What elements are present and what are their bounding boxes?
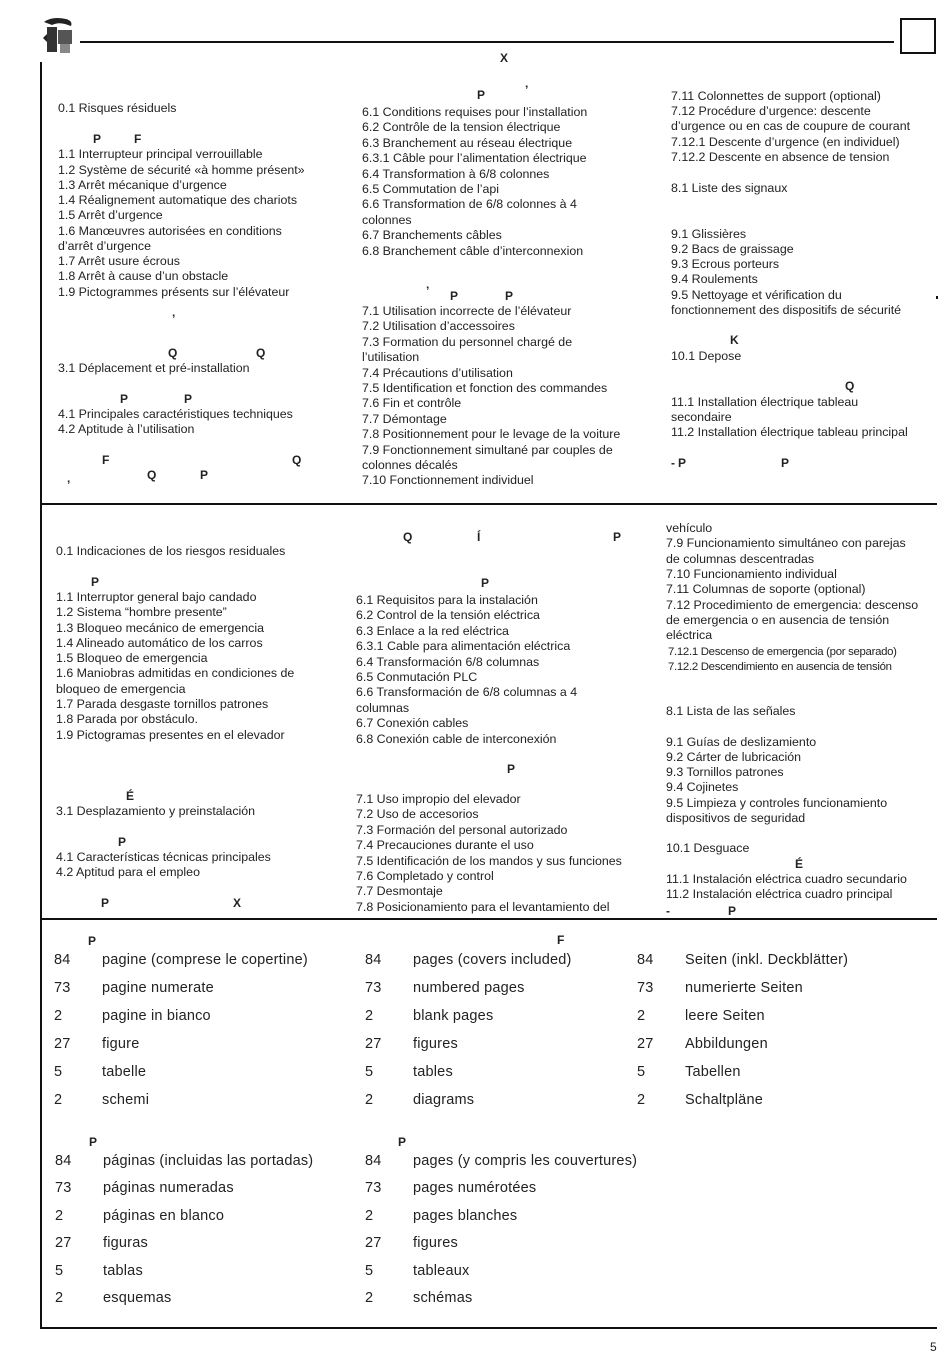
page-number: 5 — [930, 1340, 937, 1354]
es-label-5: esquemas — [103, 1290, 172, 1306]
section-divider-spanish — [40, 918, 937, 920]
fr-toc-line-13: 4.2 Aptitude à l’utilisation — [58, 422, 195, 436]
es-toc-line-c3-7: eléctrica — [666, 628, 713, 642]
es-toc-line-c3-14: dispositivos de seguridad — [666, 811, 806, 825]
logo — [40, 16, 78, 56]
es-label-3: figuras — [103, 1235, 148, 1252]
es-toc-line-11: 3.1 Desplazamiento y preinstalación — [56, 804, 256, 818]
es-toc-line-c3-0: vehículo — [666, 521, 713, 535]
es-toc-line-2: 1.2 Sistema “hombre presente” — [56, 605, 227, 619]
it-count-5: 2 — [54, 1092, 63, 1108]
fr-toc-line-c3-7: 9.2 Bacs de graissage — [671, 242, 794, 256]
header-box — [900, 18, 936, 54]
en-label-5: diagrams — [413, 1092, 475, 1108]
fr-count-5: 2 — [365, 1290, 374, 1306]
en-count-2: 2 — [365, 1008, 374, 1024]
es-toc-line-6-3: 6.3.1 Cable para alimentación eléctrica — [356, 639, 571, 654]
es-heading-mark-12: P — [728, 904, 737, 918]
es-toc-line-9: 1.8 Parada por obstáculo. — [56, 712, 198, 726]
en-count-3: 27 — [365, 1036, 382, 1052]
en-count-5: 2 — [365, 1092, 374, 1108]
lift-logo-icon — [40, 16, 78, 56]
fr-toc-line-7-6: 7.6 Fin et contrôle — [362, 396, 462, 411]
en-count-0: 84 — [365, 952, 382, 968]
fr-heading-mark-20: P — [678, 456, 687, 470]
it-count-4: 5 — [54, 1064, 63, 1080]
it-count-1: 73 — [54, 980, 71, 996]
es-heading-mark-7: É — [795, 857, 804, 871]
it-label-4: tabelle — [102, 1064, 147, 1080]
es-toc-line-c3-16: 11.1 Instalación eléctrica cuadro secundario — [666, 872, 907, 886]
es-heading-mark-0: Q — [403, 530, 413, 544]
fr-label-2: pages blanches — [413, 1207, 518, 1224]
fr-toc-line-7-9: 7.9 Fonctionnement simultané par couples de — [362, 442, 613, 457]
fr-toc-line-6-5: 6.5 Commutation de l’api — [362, 181, 500, 196]
fr-toc-line-c3-0: 7.11 Colonnettes de support (optional) — [671, 89, 881, 103]
count-heading-mark-1: F — [557, 933, 565, 947]
fr-heading-mark-2: ’ — [172, 312, 176, 326]
it-label-3: figure — [102, 1036, 140, 1052]
de-label-5: Schaltpläne — [685, 1092, 763, 1108]
es-heading-mark-5: P — [507, 762, 516, 776]
fr-toc-line-c3-3: 7.12.1 Descente d’urgence (en individuel) — [671, 135, 900, 149]
fr-toc-line-7-10: colonnes décalés — [362, 457, 458, 472]
fr-heading-mark-1: F — [134, 132, 142, 146]
fr-heading-mark-4: Q — [256, 346, 266, 360]
fr-toc-line-6-4: 6.4 Transformation à 6/8 colonnes — [362, 166, 550, 181]
es-toc-line-c3-2: de columnas descentradas — [666, 552, 815, 566]
es-toc-line-c3-10: 9.2 Cárter de lubricación — [666, 750, 801, 764]
es-heading-mark-11: - — [666, 904, 670, 918]
es-toc-line-c3-5: 7.12 Procedimiento de emergencia: descenso — [666, 598, 919, 612]
es-label-4: tablas — [103, 1262, 143, 1279]
fr-heading-mark-15: P — [450, 289, 459, 303]
es-toc-line-6-8: 6.7 Conexión cables — [356, 716, 469, 731]
fr-label-0: pages (y compris les couvertures) — [413, 1153, 638, 1169]
fr-heading-mark-14: ’ — [426, 284, 430, 298]
fr-toc-line-c3-4: 7.12.2 Descente en absence de tension — [671, 150, 890, 164]
en-label-1: numbered pages — [413, 980, 525, 996]
it-count-0: 84 — [54, 952, 71, 968]
it-label-2: pagine in bianco — [102, 1008, 211, 1024]
fr-toc-line-4: 1.4 Réalignement automatique des chariots — [58, 193, 298, 207]
es-toc-line-0: 0.1 Indicaciones de los riesgos residuales — [56, 544, 286, 558]
it-count-2: 2 — [54, 1008, 63, 1024]
fr-toc-line-1: 1.1 Interrupteur principal verrouillable — [58, 147, 263, 161]
fr-toc-line-c3-2: d’urgence ou en cas de coupure de courant — [671, 119, 911, 133]
es-toc-line-5: 1.5 Bloqueo de emergencia — [56, 651, 208, 665]
fr-toc-line-c3-12: 10.1 Depose — [671, 349, 742, 363]
es-heading-mark-2: P — [613, 530, 622, 544]
es-toc-line-c3-11: 9.3 Tornillos patrones — [666, 765, 784, 779]
count-heading-mark-0: P — [88, 934, 97, 948]
fr-toc-line-9: 1.8 Arrêt à cause d’un obstacle — [58, 269, 229, 283]
fr-heading-mark-8: Q — [292, 453, 302, 467]
es-toc-line-6-1: 6.2 Control de la tensión eléctrica — [356, 608, 540, 623]
es-toc-line-8: 1.7 Parada desgaste tornillos patrones — [56, 697, 269, 711]
es-toc-line-c3-small-0: 7.12.1 Descenso de emergencia (por separado) — [668, 646, 897, 658]
es-count-5: 2 — [55, 1290, 64, 1306]
es-count-3: 27 — [55, 1235, 72, 1252]
es-count-4: 5 — [55, 1262, 64, 1279]
fr-toc-line-c3-13: 11.1 Installation électrique tableau — [671, 395, 859, 409]
es-heading-mark-10: X — [233, 896, 242, 910]
fr-toc-line-6-8: 6.7 Branchements câbles — [362, 228, 502, 243]
de-label-4: Tabellen — [685, 1064, 741, 1080]
fr-toc-line-7: d’arrêt d’urgence — [58, 239, 151, 253]
es-toc-line-c3-1: 7.9 Funcionamiento simultáneo con parejas — [666, 536, 906, 550]
es-toc-line-6-6: 6.6 Transformación de 6/8 columnas a 4 — [356, 685, 578, 700]
header-rule — [80, 41, 894, 43]
fr-toc-line-5: 1.5 Arrêt d’urgence — [58, 208, 163, 222]
fr-heading-mark-18: Q — [845, 379, 855, 393]
it-label-1: pagine numerate — [102, 980, 214, 996]
es-toc-line-6-4: 6.4 Transformación 6/8 columnas — [356, 654, 540, 669]
es-toc-line-7-1: 7.2 Uso de accesorios — [356, 807, 479, 822]
es-count-1: 73 — [55, 1180, 72, 1197]
es-count-0: 84 — [55, 1153, 72, 1169]
es-count-2: 2 — [55, 1207, 64, 1224]
es-toc-line-c3-17: 11.2 Instalación eléctrica cuadro principal — [666, 887, 893, 901]
es-toc-line-7-2: 7.3 Formación del personal autorizado — [356, 822, 568, 837]
it-label-0: pagine (comprese le copertine) — [102, 952, 308, 968]
es-toc-line-c3-small-1: 7.12.2 Descendimiento en ausencia de tensión — [668, 661, 892, 673]
spanish-toc-column-2-section-6 — [356, 593, 577, 747]
fr-toc-line-3: 1.3 Arrêt mécanique d’urgence — [58, 178, 227, 192]
es-heading-mark-6: É — [126, 789, 135, 803]
de-count-5: 2 — [637, 1092, 646, 1108]
fr-toc-line-7-2: 7.3 Formation du personnel chargé de — [362, 334, 573, 349]
fr-toc-line-7-0: 7.1 Utilisation incorrecte de l’élévateur — [362, 304, 572, 318]
fr-toc-line-7-8: 7.8 Positionnement pour le levage de la voiture — [362, 427, 621, 442]
fr-heading-mark-17: K — [730, 333, 739, 347]
fr-label-5: schémas — [413, 1290, 473, 1306]
fr-toc-line-7-4: 7.4 Précautions d’utilisation — [362, 365, 513, 380]
en-count-4: 5 — [365, 1064, 374, 1080]
es-toc-line-6: 1.6 Maniobras admitidas en condiciones de — [56, 666, 295, 680]
fr-heading-mark-6: P — [184, 392, 193, 406]
fr-toc-line-c3-15: 11.2 Installation électrique tableau principal — [671, 425, 908, 439]
fr-toc-line-6-0: 6.1 Conditions requises pour l’installation — [362, 105, 588, 119]
es-toc-line-6-0: 6.1 Requisitos para la instalación — [356, 593, 538, 607]
fr-count-1: 73 — [365, 1180, 382, 1197]
fr-heading-mark-10: Q — [147, 468, 157, 482]
fr-heading-mark-19: - — [671, 456, 675, 470]
fr-toc-line-6-3: 6.3.1 Câble pour l’alimentation électrique — [362, 151, 587, 166]
es-label-2: páginas en blanco — [103, 1207, 225, 1224]
en-label-2: blank pages — [413, 1008, 494, 1024]
fr-heading-mark-16: P — [505, 289, 514, 303]
de-count-3: 27 — [637, 1036, 654, 1052]
spanish-toc-column-2-section-7 — [356, 792, 622, 915]
fr-heading-mark-13: ’ — [525, 83, 529, 97]
es-toc-line-6-2: 6.3 Enlace a la red eléctrica — [356, 623, 509, 638]
fr-toc-line-c3-6: 9.1 Glissières — [671, 227, 747, 241]
fr-label-3: figures — [413, 1235, 458, 1252]
es-toc-line-c3-4: 7.11 Columnas de soporte (optional) — [666, 582, 866, 596]
es-heading-mark-9: P — [101, 896, 110, 910]
es-toc-line-c3-6: de emergencia o en ausencia de tensión — [666, 613, 890, 627]
es-toc-line-6-5: 6.5 Conmutación PLC — [356, 669, 478, 684]
fr-heading-mark-11: P — [200, 468, 209, 482]
header-mark: X — [500, 51, 509, 65]
es-toc-line-7-5: 7.6 Completado y control — [356, 868, 494, 883]
count-heading-mark-3: P — [398, 1135, 407, 1149]
es-toc-line-c3-9: 9.1 Guías de deslizamiento — [666, 735, 817, 749]
fr-count-4: 5 — [365, 1262, 374, 1279]
fr-toc-line-7-7: 7.7 Démontage — [362, 411, 447, 426]
fr-toc-line-c3-11: fonctionnement des dispositifs de sécurité — [671, 303, 902, 317]
fr-heading-mark-9: ’ — [67, 478, 71, 492]
fr-label-4: tableaux — [413, 1262, 470, 1279]
es-toc-line-7-7: 7.8 Posicionamiento para el levantamiento del — [356, 899, 610, 914]
fr-toc-line-7-3: l’utilisation — [362, 350, 420, 365]
es-heading-mark-3: P — [91, 575, 100, 589]
es-toc-line-7-6: 7.7 Desmontaje — [356, 884, 443, 899]
es-toc-line-c3-13: 9.5 Limpieza y controles funcionamiento — [666, 796, 888, 810]
fr-heading-mark-0: P — [93, 132, 102, 146]
es-toc-line-10: 1.9 Pictogramas presentes en el elevador — [56, 728, 285, 742]
fr-heading-mark-21: P — [781, 456, 790, 470]
es-toc-line-c3-12: 9.4 Cojinetes — [666, 780, 739, 794]
de-count-4: 5 — [637, 1064, 646, 1080]
frame-bottom-border — [40, 1327, 937, 1329]
fr-toc-line-c3-10: 9.5 Nettoyage et vérification du — [671, 288, 842, 302]
fr-toc-line-10: 1.9 Pictogrammes présents sur l’élévateur — [58, 285, 290, 299]
fr-count-3: 27 — [365, 1235, 382, 1252]
fr-toc-line-6-2: 6.3 Branchement au réseau électrique — [362, 135, 573, 150]
de-count-2: 2 — [637, 1008, 646, 1024]
fr-toc-line-c3-1: 7.12 Procédure d’urgence: descente — [671, 104, 871, 118]
fr-toc-line-12: 4.1 Principales caractéristiques techniques — [58, 407, 293, 421]
es-label-1: páginas numeradas — [103, 1180, 234, 1197]
es-toc-line-4: 1.4 Alineado automático de los carros — [56, 636, 263, 650]
frame-left-border — [40, 62, 42, 1329]
fr-toc-line-8: 1.7 Arrêt usure écrous — [58, 254, 180, 268]
fr-toc-line-11: 3.1 Déplacement et pré-installation — [58, 361, 250, 375]
fr-toc-line-c3-9: 9.4 Roulements — [671, 272, 758, 286]
de-label-2: leere Seiten — [685, 1008, 765, 1024]
it-count-3: 27 — [54, 1036, 71, 1052]
fr-heading-mark-5: P — [120, 392, 129, 406]
es-toc-line-c3-8: 8.1 Lista de las señales — [666, 704, 796, 718]
it-label-5: schemi — [102, 1092, 150, 1108]
es-heading-mark-4: P — [481, 576, 490, 590]
es-toc-line-7-0: 7.1 Uso impropio del elevador — [356, 792, 521, 806]
es-toc-line-6-9: 6.8 Conexión cable de interconexión — [356, 731, 557, 746]
es-toc-line-c3-15: 10.1 Desguace — [666, 841, 750, 855]
fr-toc-line-2: 1.2 Système de sécurité «à homme présent» — [58, 163, 305, 177]
fr-heading-mark-12: P — [477, 88, 486, 102]
frame-right-tick — [936, 296, 938, 299]
en-label-0: pages (covers included) — [413, 952, 572, 968]
es-toc-line-1: 1.1 Interruptor general bajo candado — [56, 590, 257, 604]
fr-count-0: 84 — [365, 1153, 382, 1169]
fr-toc-line-6-7: colonnes — [362, 212, 412, 227]
fr-toc-line-6: 1.6 Manœuvres autorisées en conditions — [58, 224, 282, 238]
en-count-1: 73 — [365, 980, 382, 996]
de-count-0: 84 — [637, 952, 654, 968]
fr-toc-line-7-11: 7.10 Fonctionnement individuel — [362, 473, 534, 488]
fr-toc-line-c3-5: 8.1 Liste des signaux — [671, 181, 788, 195]
french-toc-column-2-section-6 — [362, 105, 587, 259]
en-label-4: tables — [413, 1064, 453, 1080]
fr-toc-line-6-1: 6.2 Contrôle de la tension électrique — [362, 120, 561, 135]
de-count-1: 73 — [637, 980, 654, 996]
de-label-1: numerierte Seiten — [685, 980, 803, 996]
fr-toc-line-c3-8: 9.3 Ecrous porteurs — [671, 257, 780, 271]
es-toc-line-7: bloqueo de emergencia — [56, 682, 186, 696]
es-label-0: páginas (incluidas las portadas) — [103, 1153, 314, 1169]
count-heading-mark-2: P — [89, 1135, 98, 1149]
es-toc-line-12: 4.1 Características técnicas principales — [56, 850, 271, 864]
es-toc-line-7-4: 7.5 Identificación de los mandos y sus funciones — [356, 853, 622, 868]
es-toc-line-c3-3: 7.10 Funcionamiento individual — [666, 567, 837, 581]
de-label-0: Seiten (inkl. Deckblätter) — [685, 952, 849, 968]
en-label-3: figures — [413, 1036, 458, 1052]
es-toc-line-6-7: columnas — [356, 700, 410, 715]
fr-toc-line-7-1: 7.2 Utilisation d’accessoires — [362, 319, 515, 334]
es-heading-mark-1: Í — [477, 530, 481, 544]
french-toc-column-2-section-7 — [362, 304, 620, 489]
fr-toc-line-c3-14: secondaire — [671, 410, 732, 424]
section-divider-french — [40, 503, 937, 505]
fr-toc-line-0: 0.1 Risques résiduels — [58, 101, 177, 115]
fr-toc-line-6-6: 6.6 Transformation de 6/8 colonnes à 4 — [362, 197, 577, 212]
fr-heading-mark-3: Q — [168, 346, 178, 360]
es-toc-line-13: 4.2 Aptitud para el empleo — [56, 865, 200, 879]
fr-toc-line-7-5: 7.5 Identification et fonction des commandes — [362, 380, 608, 395]
es-toc-line-7-3: 7.4 Precauciones durante el uso — [356, 838, 534, 853]
es-heading-mark-8: P — [118, 835, 127, 849]
fr-count-2: 2 — [365, 1207, 374, 1224]
de-label-3: Abbildungen — [685, 1036, 768, 1052]
fr-toc-line-6-9: 6.8 Branchement câble d’interconnexion — [362, 243, 584, 258]
fr-heading-mark-7: F — [102, 453, 110, 467]
fr-label-1: pages numérotées — [413, 1180, 537, 1197]
es-toc-line-3: 1.3 Bloqueo mecánico de emergencia — [56, 621, 265, 635]
